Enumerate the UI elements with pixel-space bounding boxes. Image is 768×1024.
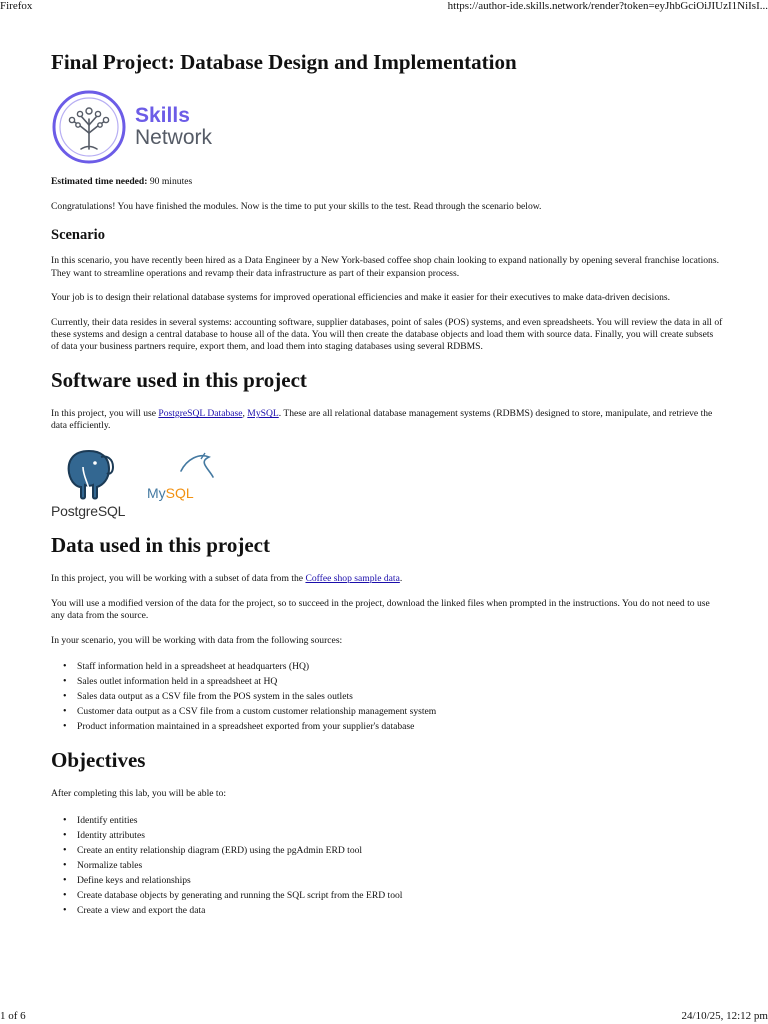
objectives-heading: Objectives <box>51 748 146 773</box>
mysql-word-sql: SQL <box>165 485 194 502</box>
scenario-paragraph-1: In this scenario, you have recently been hired as a Data Engineer by a New York-based coffee shop chain looking to expand nationally by opening several franchise locations. They want to streamline operations and revamp their data infrastructure as part of their expansion process. <box>51 255 719 279</box>
print-header-app: Firefox <box>0 0 33 12</box>
logo-word-network: Network <box>135 126 213 149</box>
logo-wordmark <box>135 105 212 149</box>
print-header-url: https://author-ide.skills.network/render?token=eyJhbGciOiJIUzI1NiIsI... <box>447 0 768 12</box>
data-sources-list <box>63 659 723 734</box>
list-item: • Create an entity relationship diagram (ERD) using the pgAdmin ERD tool <box>63 843 723 858</box>
scenario-heading: Scenario <box>51 227 105 244</box>
postgresql-link[interactable]: PostgreSQL Database <box>158 408 243 420</box>
estimated-time-label: Estimated time needed: <box>51 176 148 187</box>
scenario-paragraph-3: Currently, their data resides in several systems: accounting software, supplier databases, point of sales (POS) systems, and even spreadsheets. You will review the data in all of these systems and design a central database to house all of the data. You will then create the database objects and load them with source data. Finally, you will create subsets of data your business partners require, export them, and load them into staging databases using several RDBMS. <box>51 317 723 353</box>
mysql-link[interactable]: MySQL <box>247 408 279 420</box>
dolphin-icon <box>177 451 217 479</box>
data-used-heading: Data used in this project <box>51 533 270 558</box>
skills-network-logo <box>51 87 723 167</box>
mysql-word-my: My <box>147 485 166 502</box>
page-title: Final Project: Database Design and Implementation <box>51 50 517 74</box>
software-text-before: In this project, you will use <box>51 408 159 420</box>
mysql-logo <box>147 451 217 501</box>
postgresql-logo <box>51 447 141 519</box>
list-item: • Identify entities <box>63 813 723 828</box>
elephant-icon <box>59 447 119 501</box>
estimated-time <box>51 176 723 188</box>
software-text-after: . These are all relational database management systems (RDBMS) designed to store, manipulate, and retrieve the data efficiently. <box>51 408 713 432</box>
data-used-paragraph-1 <box>51 573 723 585</box>
software-paragraph <box>51 408 723 432</box>
coffee-shop-data-link[interactable]: Coffee shop sample data <box>305 573 400 585</box>
list-item: • Sales outlet information held in a spreadsheet at HQ <box>63 674 723 689</box>
page-count: 1 of 6 <box>0 1010 26 1022</box>
software-heading: Software used in this project <box>51 368 307 393</box>
objectives-intro: After completing this lab, you will be able to: <box>51 788 227 800</box>
software-separator: , <box>242 408 248 420</box>
list-item: • Normalize tables <box>63 858 723 873</box>
print-timestamp: 24/10/25, 12:12 pm <box>681 1010 768 1022</box>
list-item: • Sales data output as a CSV file from the POS system in the sales outlets <box>63 689 723 704</box>
list-item: • Create a view and export the data <box>63 903 723 918</box>
page-content <box>51 47 723 930</box>
data-used-text-after: . <box>399 573 403 585</box>
data-used-paragraph-2: You will use a modified version of the data for the project, so to succeed in the project, download the linked files when prompted in the instructions. You do not need to use any data from the source. <box>51 597 710 621</box>
congrats-text: Congratulations! You have finished the modules. Now is the time to put your skills to the test. Read through the scenario below. <box>51 200 542 212</box>
postgresql-wordmark: PostgreSQL <box>51 503 126 520</box>
database-logos <box>51 445 723 519</box>
data-used-text-before: In this project, you will be working with a subset of data from the <box>51 573 306 585</box>
list-item: • Staff information held in a spreadsheet at headquarters (HQ) <box>63 659 723 674</box>
logo-word-skills: Skills <box>135 104 190 127</box>
list-item: • Create database objects by generating and running the SQL script from the ERD tool <box>63 888 723 903</box>
print-footer <box>0 1010 768 1024</box>
mysql-wordmark <box>147 485 194 501</box>
list-item: • Customer data output as a CSV file from a custom customer relationship management system <box>63 704 723 719</box>
list-item: • Define keys and relationships <box>63 873 723 888</box>
tree-in-circle-icon <box>51 89 127 165</box>
scenario-paragraph-2: Your job is to design their relational database systems for improved operational efficiencies and make it easier for their executives to make data-driven decisions. <box>51 292 671 304</box>
data-used-paragraph-3: In your scenario, you will be working with data from the following sources: <box>51 634 343 646</box>
objectives-list <box>63 813 723 918</box>
list-item: • Identity attributes <box>63 828 723 843</box>
print-header <box>0 0 768 14</box>
estimated-time-value: 90 minutes <box>147 176 193 187</box>
list-item: • Product information maintained in a spreadsheet exported from your supplier's database <box>63 719 723 734</box>
